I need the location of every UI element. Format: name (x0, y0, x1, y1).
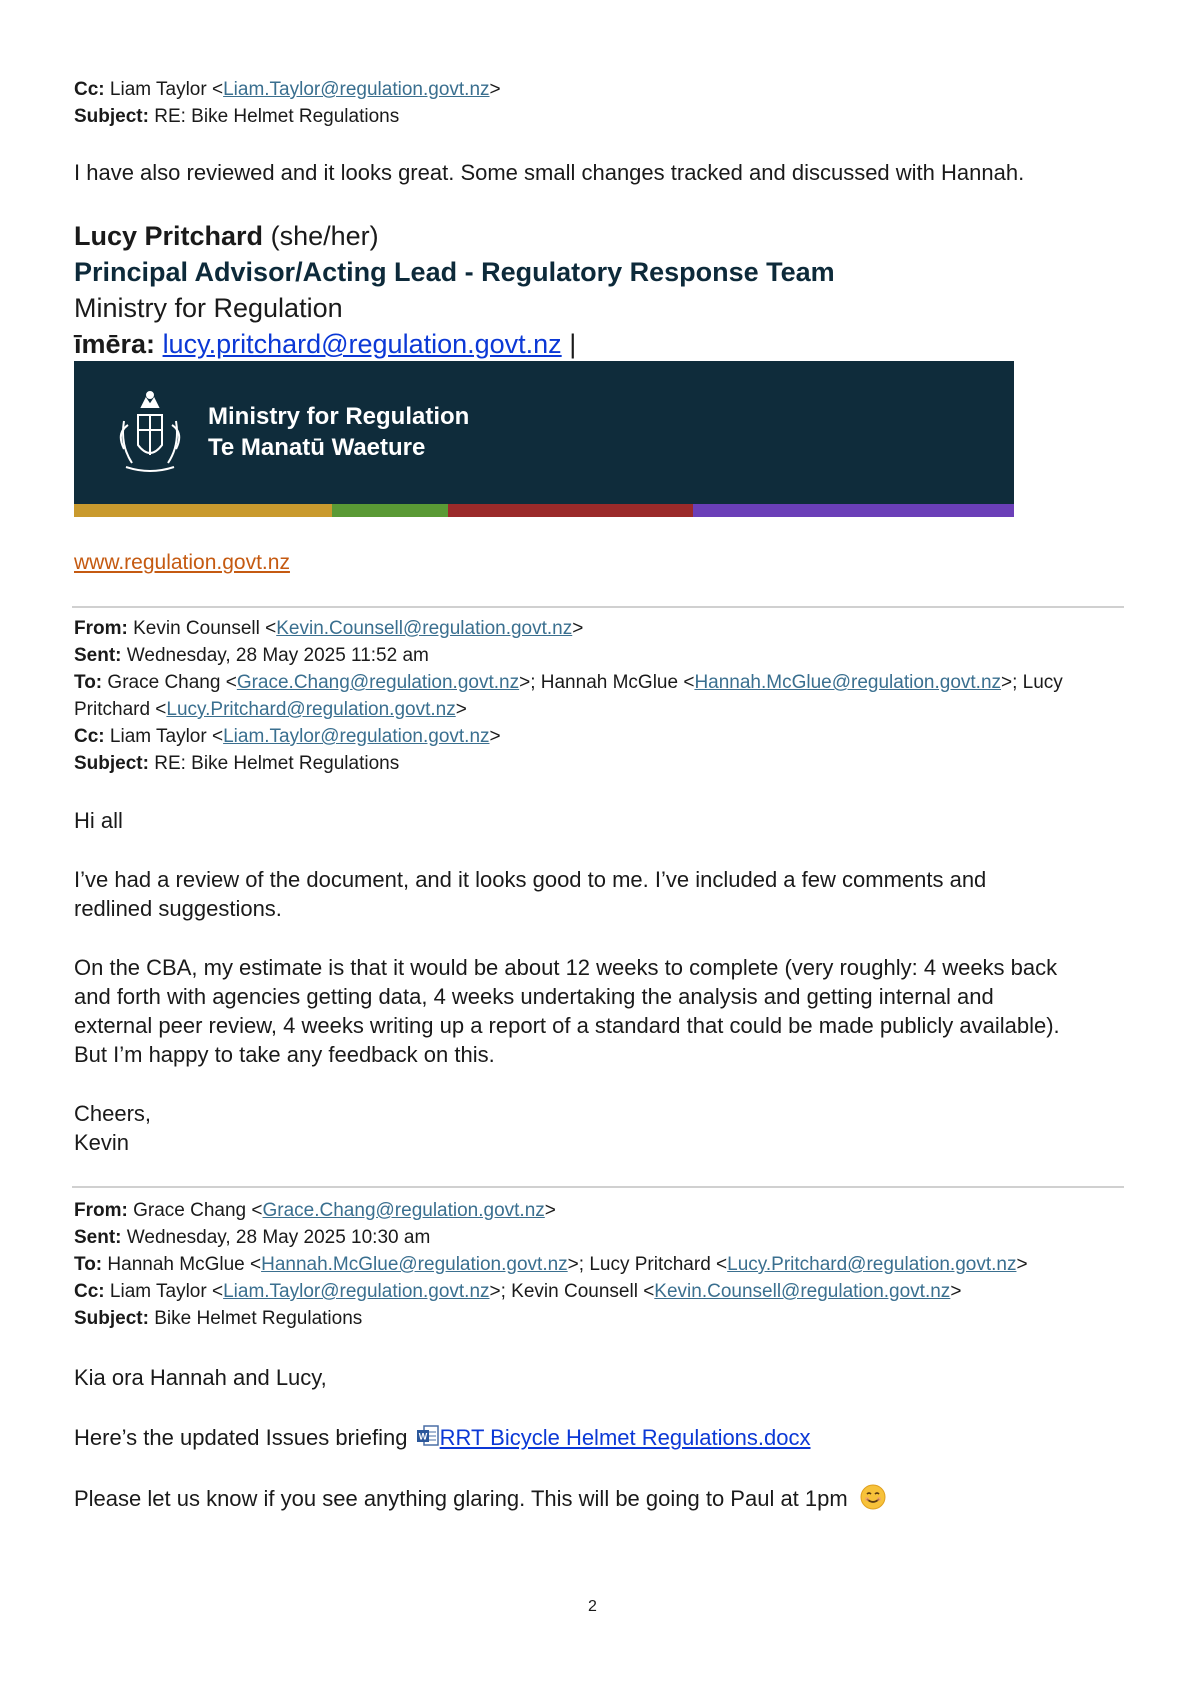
banner-logo-text (208, 401, 469, 463)
from-name: Kevin Counsell (133, 618, 260, 639)
email2-sent-line (74, 642, 429, 669)
from-label: From: (74, 1200, 128, 1221)
logo-line-2: Te Manatū Waeture (208, 434, 426, 461)
email2-to-line: To: Grace Chang <Grace.Chang@regulation.govt.nz>; Hannah McGlue <Hannah.McGlue@regulation.govt.nz>; Lucy (74, 672, 1063, 693)
signature-title: Principal Advisor/Acting Lead - Regulatory Response Team (74, 257, 835, 287)
cc-name: Liam Taylor (109, 1281, 207, 1302)
email3-cc-line: Cc: Liam Taylor <Liam.Taylor@regulation.govt.nz>; Kevin Counsell <Kevin.Counsell@regulation.govt.nz> (74, 1281, 962, 1302)
from-email-link[interactable]: Kevin.Counsell@regulation.govt.nz (276, 618, 573, 639)
email3-subject-line (74, 1305, 362, 1332)
to-email-link[interactable]: Lucy.Pritchard@regulation.govt.nz (727, 1254, 1017, 1275)
stripe-red (448, 504, 693, 517)
email3-to-line: To: Hannah McGlue <Hannah.McGlue@regulation.govt.nz>; Lucy Pritchard <Lucy.Pritchard@regulation.govt.nz> (74, 1254, 1028, 1275)
email3-para1-text: Here’s the updated Issues briefing (74, 1425, 408, 1450)
sent-date: Wednesday, 28 May 2025 11:52 am (126, 645, 429, 666)
email2-cc-line: Cc: Liam Taylor <Liam.Taylor@regulation.govt.nz> (74, 726, 501, 747)
email1-subject-line (74, 103, 399, 130)
email2-para1-line1: I’ve had a review of the document, and it looks good to me. I’ve included a few comments and (74, 867, 987, 892)
from-label: From: (74, 618, 128, 639)
subject-label: Subject: (74, 106, 149, 127)
stripe-green (332, 504, 448, 517)
cc-name: Liam Taylor (109, 726, 207, 747)
to-name: Lucy (1022, 672, 1063, 693)
ministry-banner (74, 361, 1014, 504)
signature-email-link[interactable]: lucy.pritchard@regulation.govt.nz (162, 329, 562, 359)
email3-from-line: From: Grace Chang <Grace.Chang@regulation.govt.nz> (74, 1200, 556, 1221)
to-email-link[interactable]: Hannah.McGlue@regulation.govt.nz (261, 1254, 568, 1275)
email3-sent-line (74, 1224, 430, 1251)
to-name: Hannah McGlue (540, 672, 679, 693)
signature-name-line (74, 218, 379, 254)
attachment-link[interactable]: RRT Bicycle Helmet Regulations.docx (439, 1425, 811, 1450)
from-name: Grace Chang (133, 1200, 247, 1221)
signature-pronouns: (she/her) (270, 221, 379, 251)
subject-label: Subject: (74, 1308, 149, 1329)
email-label: īmēra: (74, 329, 156, 359)
to-label: To: (74, 1254, 103, 1275)
sent-label: Sent: (74, 1227, 122, 1248)
website-link[interactable]: www.regulation.govt.nz (74, 551, 290, 574)
sent-label: Sent: (74, 645, 122, 666)
to-email-link[interactable]: Hannah.McGlue@regulation.govt.nz (694, 672, 1002, 693)
svg-text:W: W (418, 1431, 427, 1442)
cc-label: Cc: (74, 726, 105, 747)
coat-of-arms-icon (102, 385, 198, 481)
cc-email-link[interactable]: Liam.Taylor@regulation.govt.nz (223, 79, 490, 100)
to-name: Grace Chang (107, 672, 221, 693)
word-document-icon (416, 1424, 440, 1448)
smiley-emoji-icon (860, 1484, 886, 1510)
email3-greeting: Kia ora Hannah and Lucy, (74, 1365, 327, 1390)
subject-label: Subject: (74, 753, 149, 774)
email2-para1-line2: redlined suggestions. (74, 896, 282, 921)
email2-greeting: Hi all (74, 808, 123, 833)
cc-name: Liam Taylor (109, 79, 207, 100)
cc-label: Cc: (74, 79, 105, 100)
email2-para2-line3: external peer review, 4 weeks writing up a report of a standard that could be made publicly available). (74, 1013, 1060, 1038)
email2-signname: Kevin (74, 1130, 130, 1155)
logo-line-1: Ministry for Regulation (208, 403, 470, 430)
to-name: Hannah McGlue (107, 1254, 245, 1275)
email2-from-line: From: Kevin Counsell <Kevin.Counsell@regulation.govt.nz> (74, 618, 584, 639)
subject-text: RE: Bike Helmet Regulations (154, 106, 400, 127)
email2-subject-line (74, 750, 399, 777)
page-number: 2 (588, 1598, 597, 1615)
divider (72, 606, 1124, 608)
email2-para2-line1: On the CBA, my estimate is that it would be about 12 weeks to complete (very roughly: 4 weeks back (74, 955, 1058, 980)
cc-email-link[interactable]: Liam.Taylor@regulation.govt.nz (223, 726, 490, 747)
to-name: Pritchard (74, 699, 151, 720)
sent-date: Wednesday, 28 May 2025 10:30 am (126, 1227, 431, 1248)
cc-email-link[interactable]: Liam.Taylor@regulation.govt.nz (223, 1281, 490, 1302)
cc-name: Kevin Counsell (511, 1281, 638, 1302)
to-name: Lucy Pritchard (589, 1254, 711, 1275)
signature-org: Ministry for Regulation (74, 293, 343, 323)
email2-para2-line2: and forth with agencies getting data, 4 weeks undertaking the analysis and getting internal and (74, 984, 994, 1009)
to-label: To: (74, 672, 103, 693)
subject-text: RE: Bike Helmet Regulations (154, 753, 400, 774)
email3-para2 (74, 1484, 886, 1513)
to-email-link[interactable]: Grace.Chang@regulation.govt.nz (236, 672, 520, 693)
stripe-gold (74, 504, 332, 517)
email2-to-line-cont: Pritchard <Lucy.Pritchard@regulation.govt.nz> (74, 699, 467, 720)
stripe-purple (693, 504, 1014, 517)
divider (72, 1186, 1124, 1188)
email-separator: | (569, 329, 577, 359)
cc-label: Cc: (74, 1281, 105, 1302)
email2-signoff: Cheers, (74, 1101, 152, 1126)
from-email-link[interactable]: Grace.Chang@regulation.govt.nz (262, 1200, 545, 1221)
email3-para1 (74, 1423, 811, 1452)
to-email-link[interactable]: Lucy.Pritchard@regulation.govt.nz (166, 699, 456, 720)
signature-name: Lucy Pritchard (74, 221, 264, 251)
signature-email-line (74, 326, 576, 362)
email1-body: I have also reviewed and it looks great. Some small changes tracked and discussed with Hannah. (74, 160, 1025, 185)
email3-para2-text: Please let us know if you see anything glaring. This will be going to Paul at 1pm (74, 1486, 848, 1511)
email2-para2-line4: But I’m happy to take any feedback on this. (74, 1042, 495, 1067)
cc-email-link[interactable]: Kevin.Counsell@regulation.govt.nz (654, 1281, 951, 1302)
email1-cc-line: Cc: Liam Taylor <Liam.Taylor@regulation.govt.nz> (74, 79, 501, 100)
subject-text: Bike Helmet Regulations (154, 1308, 363, 1329)
